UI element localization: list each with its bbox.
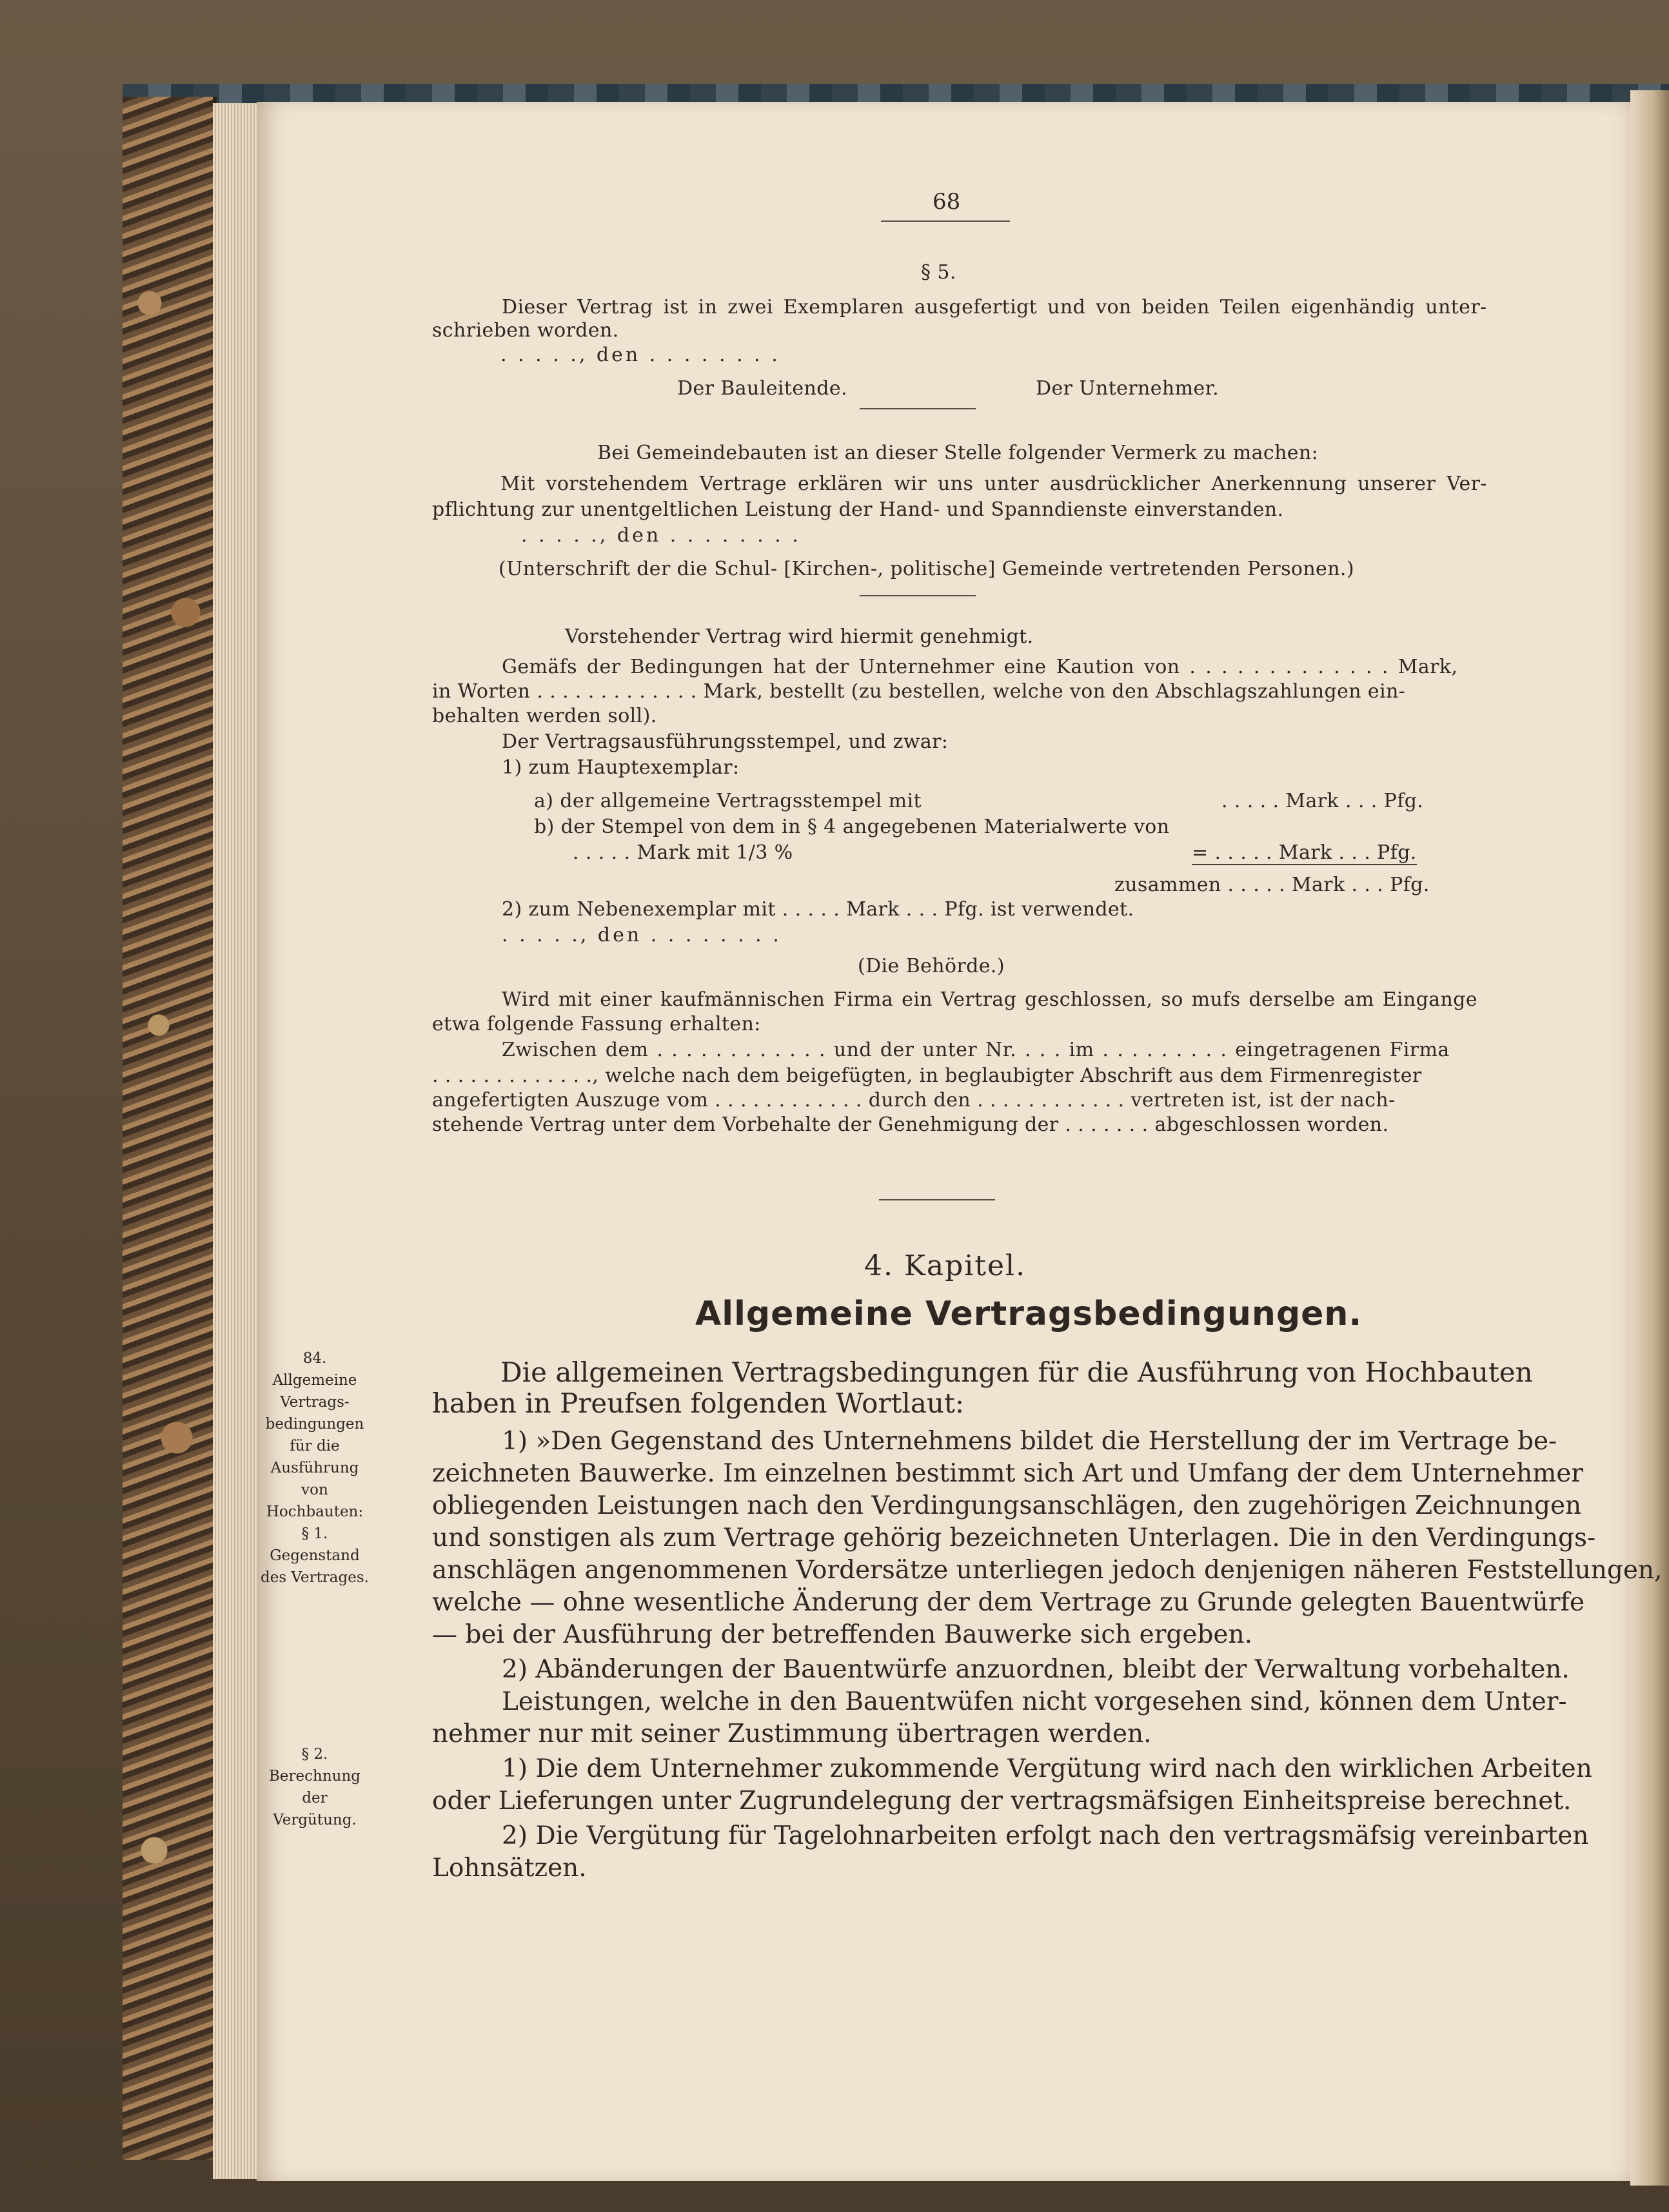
chapter-title: Allgemeine Vertragsbedingungen. (695, 1295, 1363, 1333)
stempel-line: 1) zum Hauptexemplar: (502, 756, 740, 779)
nebenexemplar-line: 2) zum Nebenexemplar mit . . . . . Mark . . . Pfg. ist verwendet. (502, 898, 1134, 921)
margin-note-line: § 1. (301, 1525, 328, 1542)
stempel-a-amount: . . . . . Mark . . . Pfg. (1221, 790, 1424, 812)
place-date-line: . . . . ., den . . . . . . . . (521, 524, 801, 547)
margin-note-line: von (301, 1482, 328, 1498)
gemeinde-line: pflichtung zur unentgeltlichen Leistung der Hand- und Spanndienste einverstanden. (432, 498, 1284, 521)
gemeinde-line: Mit vorstehendem Vertrage erklären wir uns unter ausdrücklicher Anerkennung unserer Ver- (500, 473, 1487, 495)
book-page (257, 102, 1663, 2181)
sec5-line: Dieser Vertrag ist in zwei Exemplaren ausgefertigt und von beiden Teilen eigenhändig unter- (502, 296, 1487, 318)
gemeinde-signature: (Unterschrift der die Schul- [Kirchen-, politische] Gemeinde vertretenden Personen.) (499, 558, 1354, 580)
body-line: oder Lieferungen unter Zugrundelegung der vertragsmäfsigen Einheitspreise berechnet. (432, 1786, 1572, 1816)
margin-note-line: Vertrags- (280, 1394, 350, 1411)
stempel-b: b) der Stempel von dem in § 4 angegebenen Materialwerte von (534, 816, 1170, 838)
stempel-b-amount: = . . . . . Mark . . . Pfg. (1192, 841, 1417, 864)
body-line: 1) Die dem Unternehmer zukommende Vergütung wird nach den wirklichen Arbeiten (502, 1754, 1592, 1783)
margin-note-line: bedingungen (265, 1416, 364, 1433)
chapter-number: 4. Kapitel. (864, 1249, 1027, 1282)
page-number: 68 (933, 189, 961, 215)
body-line: und sonstigen als zum Vertrage gehörig bezeichneten Unterlagen. Die in den Verdingungs- (432, 1523, 1596, 1552)
margin-note-2 (250, 1743, 379, 1831)
body-line: Die allgemeinen Vertragsbedingungen für die Ausführung von Hochbauten (500, 1356, 1533, 1388)
margin-note-line: der (302, 1790, 328, 1806)
kaution-line: in Worten . . . . . . . . . . . . . Mark, bestellt (zu bestellen, welche von den Abschlagszahlungen ein- (432, 680, 1406, 703)
zusammen-line: zusammen . . . . . Mark . . . Pfg. (1114, 874, 1430, 896)
behoerde-signature: (Die Behörde.) (858, 955, 1005, 977)
body-line: Lohnsätzen. (432, 1854, 587, 1883)
gemeinde-intro: Bei Gemeindebauten ist an dieser Stelle folgender Vermerk zu machen: (597, 442, 1319, 464)
stempel-line: Der Vertragsausführungsstempel, und zwar: (502, 730, 949, 753)
place-date-line: . . . . ., den . . . . . . . . (502, 924, 782, 946)
section-divider (879, 1199, 995, 1200)
signature-unternehmer: Der Unternehmer. (1036, 377, 1220, 400)
place-date-line: . . . . ., den . . . . . . . . (500, 344, 780, 366)
margin-note-line: Ausführung (270, 1460, 359, 1476)
kaution-line: Gemäfs der Bedingungen hat der Unternehmer eine Kaution von . . . . . . . . . . . . . Mark, (502, 656, 1458, 678)
body-line: obliegenden Leistungen nach den Verdingungsanschlägen, den zugehörigen Zeichnungen (432, 1491, 1582, 1520)
stempel-a: a) der allgemeine Vertragsstempel mit (534, 790, 922, 812)
margin-note-line: 84. (302, 1350, 327, 1367)
section-divider (860, 595, 976, 596)
kaution-line: behalten werden soll). (432, 705, 657, 727)
genehmigung-line: Vorstehender Vertrag wird hiermit genehmigt. (565, 625, 1034, 648)
body-line: anschlägen angenommenen Vordersätze unterliegen jedoch denjenigen näheren Feststellungen, (432, 1556, 1663, 1585)
firma-line: Zwischen dem . . . . . . . . . . . . und der unter Nr. . . . im . . . . . . . . . eingetragenen Firma (502, 1039, 1450, 1061)
margin-note-line: Gegenstand (270, 1547, 360, 1564)
margin-note-84 (250, 1347, 379, 1589)
margin-note-line: Berechnung (269, 1768, 360, 1785)
firma-line: Wird mit einer kaufmännischen Firma ein Vertrag geschlossen, so mufs derselbe am Eingange (502, 988, 1478, 1011)
section-heading-5: § 5. (921, 261, 956, 284)
section-divider (860, 408, 976, 409)
margin-note-line: Allgemeine (272, 1372, 357, 1389)
margin-note-line: des Vertrages. (261, 1569, 369, 1586)
margin-note-line: Hochbauten: (266, 1503, 364, 1520)
sec5-line: schrieben worden. (432, 319, 619, 342)
stempel-b-sub: . . . . . Mark mit 1/3 % (573, 841, 793, 864)
body-line: Leistungen, welche in den Bauentwüfen nicht vorgesehen sind, können dem Unter- (502, 1687, 1567, 1716)
firma-line: angefertigten Auszuge vom . . . . . . . . . . . . durch den . . . . . . . . . . . . vertreten ist, ist der nach- (432, 1089, 1396, 1111)
body-line: nehmer nur mit seiner Zustimmung übertragen werden. (432, 1719, 1152, 1748)
body-line: 2) Abänderungen der Bauentwürfe anzuordnen, bleibt der Verwaltung vorbehalten. (502, 1655, 1570, 1684)
body-line: — bei der Ausführung der betreffenden Bauwerke sich ergeben. (432, 1620, 1253, 1649)
header-rule (881, 220, 1010, 222)
margin-note-line: § 2. (301, 1746, 328, 1763)
body-line: zeichneten Bauwerke. Im einzelnen bestimmt sich Art und Umfang der dem Unternehmer (432, 1459, 1583, 1488)
margin-note-line: für die (290, 1438, 340, 1454)
page-right-edge (1630, 90, 1669, 2186)
page-stack-edges (213, 103, 258, 2179)
body-line: 1) »Den Gegenstand des Unternehmens bildet die Herstellung der im Vertrage be- (502, 1427, 1557, 1456)
marbled-cover (123, 97, 217, 2160)
firma-line: etwa folgende Fassung erhalten: (432, 1013, 761, 1035)
firma-line: . . . . . . . . . . . . ., welche nach dem beigefügten, in beglaubigter Abschrift aus dem Firmenregister (432, 1064, 1422, 1087)
margin-note-line: Vergütung. (273, 1812, 357, 1828)
body-line: 2) Die Vergütung für Tagelohnarbeiten erfolgt nach den vertragsmäfsig vereinbarten (502, 1821, 1589, 1850)
body-line: haben in Preufsen folgenden Wortlaut: (432, 1387, 964, 1419)
signature-bauleitende: Der Bauleitende. (677, 377, 847, 400)
body-line: welche — ohne wesentliche Änderung der dem Vertrage zu Grunde gelegten Bauentwürfe (432, 1588, 1585, 1617)
firma-line: stehende Vertrag unter dem Vorbehalte der Genehmigung der . . . . . . . abgeschlossen worden. (432, 1113, 1389, 1136)
